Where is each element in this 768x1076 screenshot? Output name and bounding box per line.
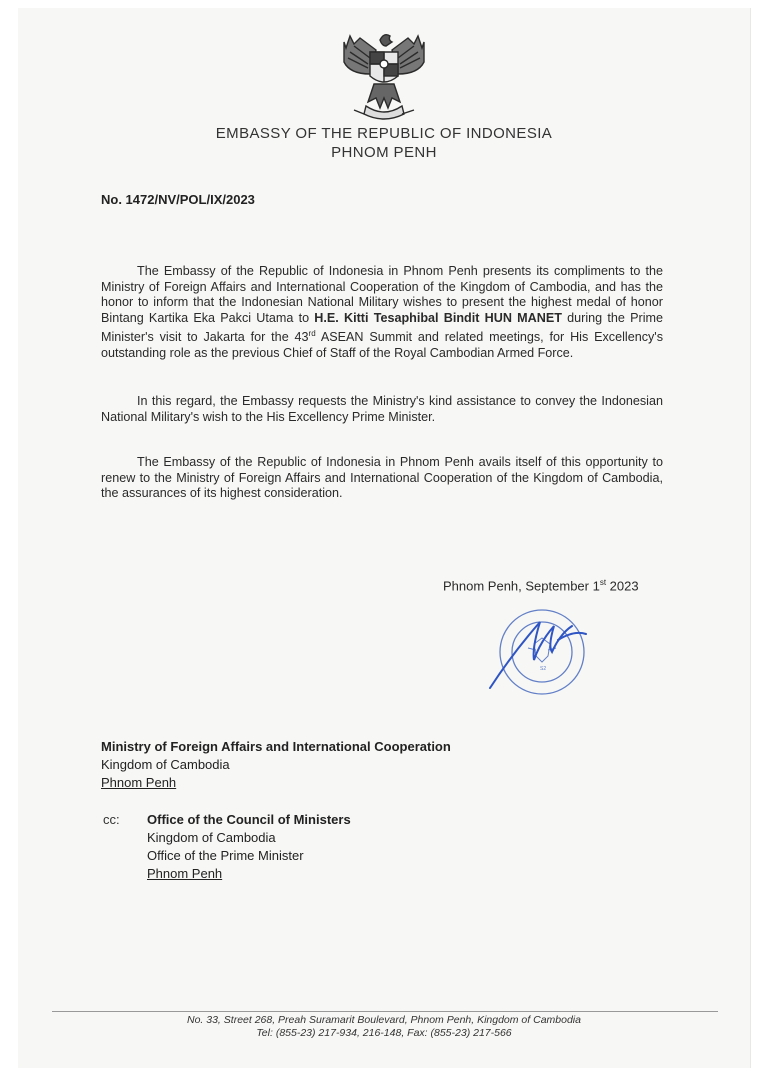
note-reference-number: No. 1472/NV/POL/IX/2023 [101,192,255,207]
cc-office: Office of the Council of Ministers [147,812,351,827]
addressee-block [101,738,451,792]
cc-city: Phnom Penh [147,866,223,881]
paragraph-1-text-b: during the Prime Minister's visit to Jakarta for the 43 [101,310,663,345]
cc-label: cc: [103,812,120,827]
paragraph-2 [101,394,663,425]
place-and-date [443,578,639,593]
paragraph-1-text-c: ASEAN Summit and related meetings, for His Excellency's outstanding role as the previous Chief of Staff of the Royal Cambodian Armed Force. [101,330,663,361]
addressee-country: Kingdom of Cambodia [101,757,230,772]
footer-contact: Tel: (855-23) 217-934, 216-148, Fax: (855-23) 217-566 [256,1027,512,1039]
ordinal-suffix: rd [308,329,316,339]
cc-pm-office: Office of the Prime Minister [147,848,304,863]
paragraph-2-text: In this regard, the Embassy requests the Ministry's kind assistance to convey the Indonesian National Military's wish to the His Excellency Prime Minister. [101,394,663,424]
cc-block [147,811,351,883]
paragraph-3 [101,455,663,502]
svg-text:S2: S2 [540,666,547,672]
footer-divider [52,1011,718,1012]
date-year: 2023 [606,578,639,594]
letter-page [18,8,751,1068]
paragraph-1 [101,264,663,362]
date-prefix: Phnom Penh, September 1 [443,578,600,594]
garuda-emblem-icon [340,28,428,124]
addressee-ministry: Ministry of Foreign Affairs and International Cooperation [101,739,451,754]
embassy-stamp-icon [482,604,604,696]
letterhead-embassy-name: EMBASSY OF THE REPUBLIC OF INDONESIA [215,125,553,142]
paragraph-3-text: The Embassy of the Republic of Indonesia in Phnom Penh avails itself of this opportunity to renew to the Ministry of Foreign Affairs and International Cooperation of the Kingdom of Cambodia, the assurances of its highest consideration. [101,455,663,501]
paragraph-1-text-a: The Embassy of the Republic of Indonesia in Phnom Penh presents its compliments to the Ministry of Foreign Affairs and International Cooperation of the Kingdom of Cambodia, and has the honor to inform that the Indonesian National Military wishes to present the highest medal of honor Bintang Kartika Eka Pakci Utama to [101,264,663,325]
date-ordinal: st [599,578,607,587]
letterhead-city: PHNOM PENH [331,144,437,161]
cc-country: Kingdom of Cambodia [147,830,276,845]
footer-address: No. 33, Street 268, Preah Suramarit Boulevard, Phnom Penh, Kingdom of Cambodia [187,1014,581,1026]
addressee-city: Phnom Penh [101,775,177,790]
honoree-name: H.E. Kitti Tesaphibal Bindit HUN MANET [314,310,562,325]
